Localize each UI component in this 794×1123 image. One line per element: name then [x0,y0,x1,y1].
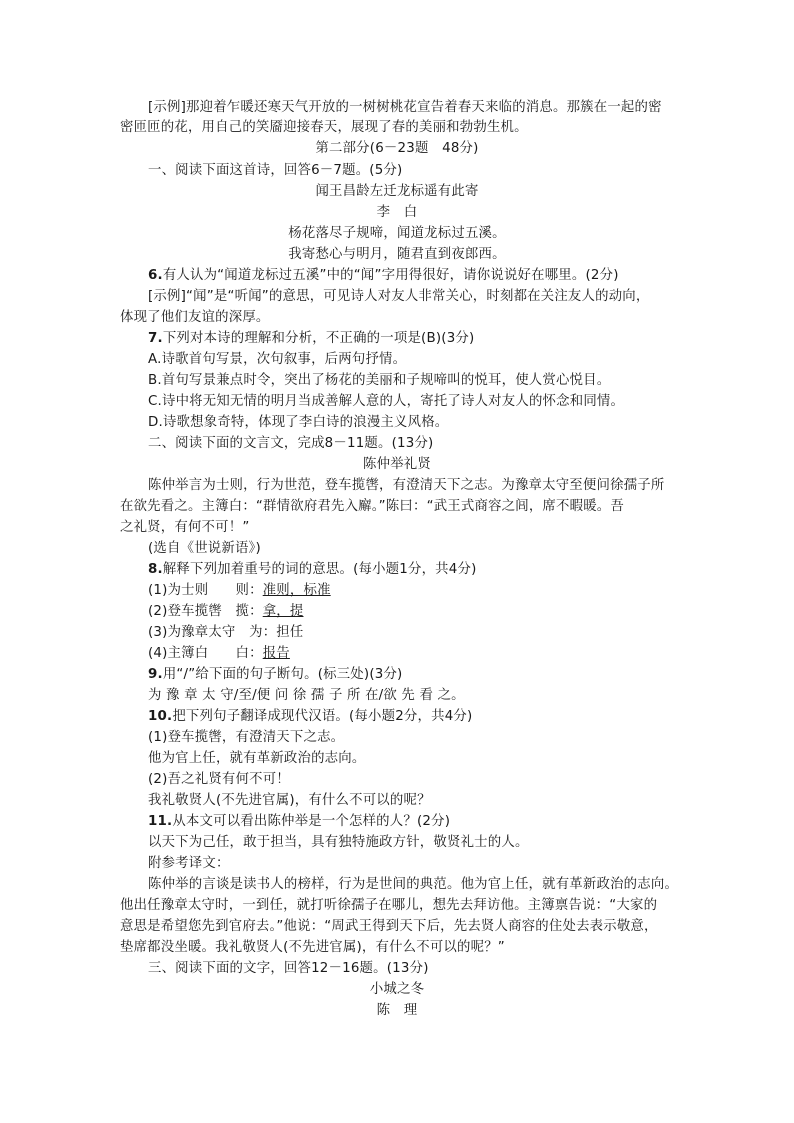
classical-text-line-1: 陈仲举言为士则，行为世范，登车揽辔，有澄清天下之志。为豫章太守至便问徐孺子所 [148,478,665,493]
answer-10-1: 他为官上任，就有革新政治的志向。 [148,751,366,766]
question-11 [148,812,450,832]
question-text: 用“/”给下面的句子断句。(标三处)(3分) [162,667,403,682]
classical-text-title: 陈仲举礼贤 [363,457,431,472]
question-text: 从本文可以看出陈仲举是一个怎样的人？(2分) [172,814,451,829]
question-text: 有人认为“闻道龙标过五溪”中的“闻”字用得很好，请你说说好在哪里。(2分) [162,268,619,283]
essay-title: 小城之冬 [369,982,425,997]
question-number: 7. [148,331,163,346]
classical-text-source: (选自《世说新语》) [148,541,261,556]
part-two-heading: 第二部分(6－23题 48分) [315,141,479,156]
reference-translation-line-3: 意思是希望您先到官府去。”他说：“周武王得到天下后，先去贤人商容的住处去表示敬意， [120,919,658,934]
item-prompt: (4)主簿白 白： [148,646,263,661]
question-number: 11. [148,814,173,829]
item-answer: 报告 [262,646,290,661]
answer-10-2: 我礼敬贤人(不先进官属)，有什么不可以的呢？ [148,793,431,808]
answer-example-line-2: 密匝匝的花，用自己的笑靥迎接春天，展现了春的美丽和勃勃生机。 [120,120,528,135]
question-number: 8. [148,562,163,577]
question-9 [148,665,402,685]
question-8 [148,560,477,580]
option-a: A.诗歌首句写景，次句叙事，后两句抒情。 [148,352,407,367]
reference-translation-line-4: 垫席都没坐暖。我礼敬贤人(不先进官属)，有什么不可以的呢？” [120,940,505,955]
question-10 [148,707,472,727]
answer-6-line-1: [示例]“闻”是“听闻”的意思，可见诗人对友人非常关心，时刻都在关注友人的动向， [148,289,650,304]
section-three-heading: 三、阅读下面的文字，回答12－16题。(13分) [148,961,429,976]
poem-title: 闻王昌龄左迁龙标遥有此寄 [315,184,479,199]
poem-author: 李 白 [376,205,418,220]
section-two-heading: 二、阅读下面的文言文，完成8－11题。(13分) [148,436,434,451]
question-6 [148,266,619,286]
question-text: 下列对本诗的理解和分析，不正确的一项是(B)(3分) [162,331,475,346]
reference-translation-line-2: 他出任豫章太守时，一到任，就打听徐孺子在哪儿，想先去拜访他。主簿禀告说：“大家的 [120,898,658,913]
question-7 [148,329,474,349]
item-answer: 拿，提 [262,604,304,619]
answer-9: 为 豫 章 太 守/至/便 问 徐 孺 子 所 在/欲 先 看 之。 [148,688,465,703]
question-8-item-2 [148,602,303,622]
answer-11: 以天下为己任，敢于担当，具有独特施政方针，敬贤礼士的人。 [148,835,529,850]
question-text: 把下列句子翻译成现代汉语。(每小题2分，共4分) [172,709,473,724]
question-text: 解释下列加着重号的词的意思。(每小题1分，共4分) [162,562,477,577]
question-number: 9. [148,667,163,682]
question-8-item-4 [148,644,290,664]
poem-line-1: 杨花落尽子规啼，闻道龙标过五溪。 [288,226,506,241]
question-8-item-1 [148,581,331,601]
answer-example-line-1: [示例]那迎着乍暖还寒天气开放的一树树桃花宣告着春天来临的消息。那簇在一起的密 [148,100,662,115]
question-10-item-2: (2)吾之礼贤有何不可！ [148,772,290,787]
answer-6-line-2: 体现了他们友谊的深厚。 [120,310,270,325]
option-b: B.首句写景兼点时令，突出了杨花的美丽和子规啼叫的悦耳，使人赏心悦目。 [148,373,611,388]
classical-text-line-3: 之礼贤，有何不可！” [120,520,250,535]
reference-translation-line-1: 陈仲举的言谈是读书人的榜样，行为是世间的典范。他为官上任，就有革新政治的志向。 [148,877,679,892]
classical-text-line-2: 在欲先看之。主簿白：“群情欲府君先入廨。”陈曰：“武王式商容之闾，席不暇暖。吾 [120,499,624,514]
question-number: 10. [148,709,173,724]
question-10-item-1: (1)登车揽辔，有澄清天下之志。 [148,730,345,745]
essay-author: 陈 理 [376,1003,418,1018]
item-answer: 准则，标准 [262,583,331,598]
reference-translation-label: 附参考译文： [148,856,230,871]
poem-line-2: 我寄愁心与明月，随君直到夜郎西。 [288,247,506,262]
option-c: C.诗中将无知无情的明月当成善解人意的人，寄托了诗人对友人的怀念和同情。 [148,394,625,409]
question-number: 6. [148,268,163,283]
section-one-heading: 一、阅读下面这首诗，回答6－7题。(5分) [148,163,403,178]
item-prompt: (2)登车揽辔 揽： [148,604,263,619]
option-d: D.诗歌想象奇特，体现了李白诗的浪漫主义风格。 [148,415,449,430]
item-prompt: (1)为士则 则： [148,583,263,598]
question-8-item-3: (3)为豫章太守 为：担任 [148,625,304,640]
